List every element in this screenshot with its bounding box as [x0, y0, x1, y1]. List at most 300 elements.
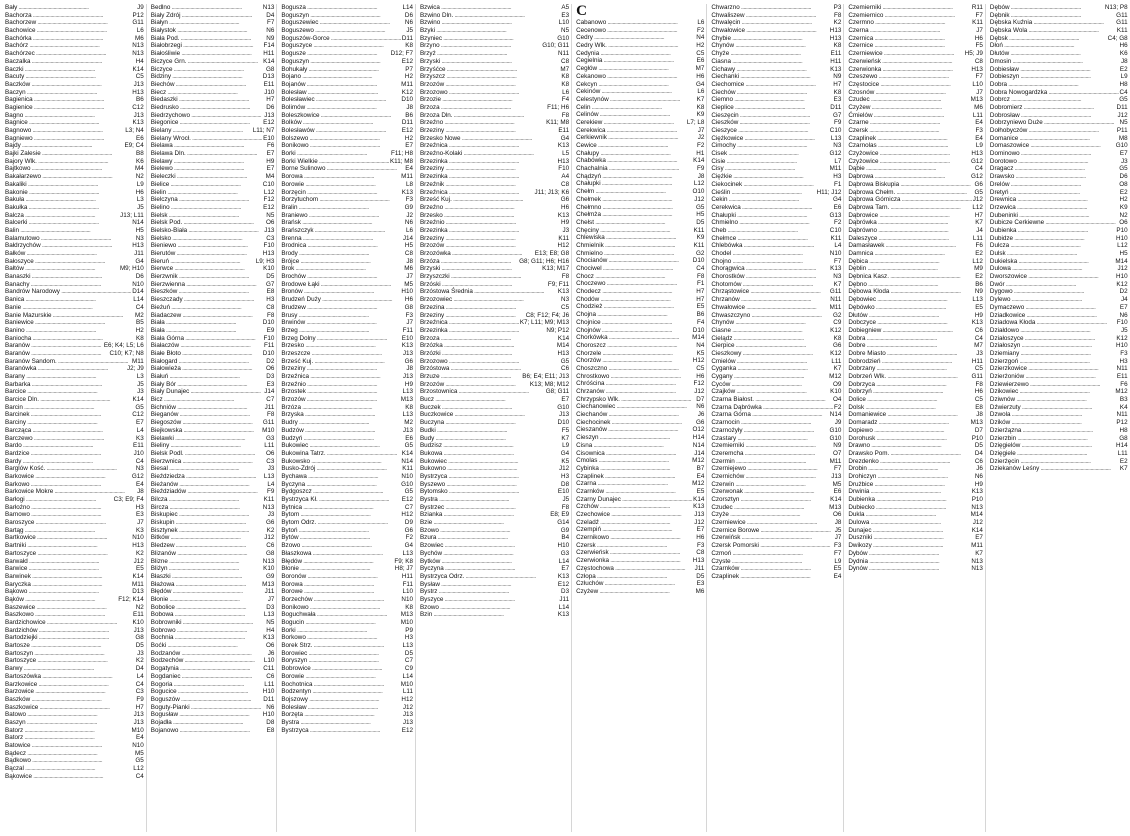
grid-reference: C9: [833, 319, 842, 327]
index-entry: [151, 250, 275, 258]
grid-reference: J14: [402, 234, 413, 242]
index-entry: [848, 473, 983, 481]
index-entry: [151, 265, 275, 273]
grid-reference: K2: [136, 657, 144, 665]
grid-reference: H13: [971, 65, 983, 73]
index-entry: [420, 304, 569, 312]
index-entry: [5, 527, 144, 535]
place-name: Barglów Kość. .....: [5, 465, 135, 473]
grid-reference: E12: [263, 119, 275, 127]
place-name: Barzowice .....: [5, 688, 135, 696]
place-name: Dragacz .....: [990, 165, 1118, 173]
grid-reference: H13: [262, 250, 275, 257]
index-entry: [281, 650, 413, 658]
place-name: Dzierzbin .....: [990, 435, 1118, 443]
index-entry: [990, 235, 1128, 243]
grid-reference: K11: [693, 226, 705, 234]
place-name: Brzyszcz .....: [420, 73, 560, 81]
index-column: [848, 4, 986, 832]
grid-reference: J8: [976, 411, 983, 419]
place-name: Czarna Górna .....: [711, 411, 828, 419]
index-entry: [711, 404, 841, 412]
place-name: Cedynia .....: [576, 50, 695, 58]
grid-reference: K7: [696, 95, 705, 103]
place-name: Czarnków .....: [576, 488, 696, 496]
grid-reference: D11: [401, 119, 413, 127]
place-name: Batowo .....: [5, 711, 133, 719]
grid-reference: G10: [829, 426, 842, 434]
place-name: Bytnica .....: [281, 504, 404, 512]
grid-reference: J5: [562, 496, 570, 503]
place-name: Byczyna .....: [420, 565, 560, 573]
index-entry: [5, 696, 144, 704]
grid-reference: G11: [1116, 19, 1128, 27]
index-entry: [281, 127, 413, 135]
grid-reference: F8: [697, 272, 705, 280]
place-name: Bieganów .....: [151, 411, 266, 419]
grid-reference: P10: [971, 434, 983, 442]
place-name: Dołhobyczów .....: [990, 127, 1116, 135]
index-entry: [420, 335, 569, 343]
place-name: Borowe .....: [281, 588, 401, 596]
index-entry: [151, 473, 275, 481]
index-entry: [848, 212, 983, 220]
index-entry: [151, 19, 275, 27]
grid-reference: G10: [1115, 142, 1128, 150]
index-entry: [151, 335, 275, 343]
place-name: Dybów .....: [848, 550, 974, 558]
grid-reference: G5: [404, 442, 413, 450]
index-entry: [576, 211, 704, 219]
place-name: Chełst .....: [576, 219, 695, 227]
place-name: Bacuty .....: [5, 73, 135, 81]
grid-reference: H6: [404, 296, 413, 304]
grid-reference: N11: [558, 50, 570, 58]
place-name: Bzyniec .....: [420, 35, 556, 43]
place-name: Chwaszczyno .....: [711, 312, 832, 320]
index-entry: [848, 419, 983, 427]
place-name: Dobrzyń .....: [848, 388, 973, 396]
index-entry: [151, 488, 275, 496]
place-name: Dolice .....: [848, 396, 973, 404]
grid-reference: K9: [696, 234, 705, 242]
index-entry: [576, 81, 704, 89]
grid-reference: K8: [561, 73, 570, 81]
index-entry: [281, 12, 413, 20]
index-entry: [281, 527, 413, 535]
grid-reference: L7; L8: [686, 118, 705, 126]
index-entry: [990, 296, 1128, 304]
index-entry: [848, 173, 983, 181]
place-name: Bisztynek .....: [151, 527, 266, 535]
index-entry: [848, 119, 983, 127]
place-name: Cybinka .....: [576, 465, 696, 473]
index-entry: [151, 650, 275, 658]
index-entry: [420, 381, 569, 389]
grid-reference: J5: [137, 203, 144, 211]
place-name: Dobrcz .....: [990, 96, 1118, 104]
place-name: Brenna .....: [281, 235, 401, 243]
index-entry: [990, 304, 1128, 312]
index-entry: [151, 242, 275, 250]
grid-reference: J13: [133, 711, 144, 719]
place-name: Barcice .....: [5, 388, 136, 396]
place-name: Bojanów .....: [281, 81, 400, 89]
place-name: Brójce .....: [281, 258, 405, 266]
place-name: Cisek .....: [711, 150, 828, 158]
grid-reference: M10: [131, 726, 144, 734]
place-name: Drawsko Pom. .....: [848, 450, 973, 458]
grid-reference: G6: [832, 342, 842, 350]
grid-reference: M13: [970, 419, 983, 427]
index-entry: [151, 89, 275, 97]
place-name: Chocz .....: [576, 273, 696, 281]
index-entry: [151, 119, 275, 127]
grid-reference: H14: [692, 434, 705, 442]
place-name: Chrostkowo .....: [576, 373, 695, 381]
grid-reference: H13: [829, 34, 842, 42]
place-name: Banie .....: [5, 304, 135, 312]
grid-reference: K13: [830, 65, 842, 73]
grid-reference: G9: [265, 572, 275, 580]
grid-reference: F2: [834, 219, 842, 227]
index-entry: [151, 350, 275, 358]
grid-reference: J3: [137, 388, 144, 396]
index-entry: [281, 150, 413, 158]
place-name: Brzóski .....: [420, 281, 547, 289]
index-entry: [281, 665, 413, 673]
grid-reference: L13: [263, 611, 275, 619]
place-name: Baroszyce .....: [5, 519, 136, 527]
grid-reference: H4: [266, 626, 275, 634]
index-entry: [990, 142, 1128, 150]
index-entry: [848, 4, 983, 12]
grid-reference: D5: [696, 218, 705, 226]
grid-reference: E7: [1119, 150, 1128, 158]
place-name: Borowa .....: [281, 581, 401, 589]
index-entry: [848, 465, 983, 473]
grid-reference: N10: [829, 250, 842, 257]
grid-reference: D5: [135, 642, 144, 650]
grid-reference: N9: [833, 442, 842, 450]
place-name: Dzierzkowice .....: [990, 365, 1116, 373]
place-name: Borne Sulinowo .....: [281, 165, 404, 173]
grid-reference: F7: [975, 11, 983, 19]
index-entry: [151, 396, 275, 404]
place-name: Barkowo .....: [5, 481, 135, 489]
grid-reference: L13: [402, 549, 413, 557]
grid-reference: H10: [557, 542, 570, 550]
index-entry: [5, 450, 144, 458]
index-entry: [5, 373, 144, 381]
grid-reference: H7: [266, 96, 275, 104]
index-entry: [281, 219, 413, 227]
index-entry: [5, 542, 144, 550]
grid-reference: G7: [265, 280, 275, 288]
grid-reference: H6: [696, 534, 705, 542]
index-entry: [151, 711, 275, 719]
place-name: Baszewice .....: [5, 604, 135, 612]
index-entry: [990, 119, 1128, 127]
place-name: Chrzypsko Wlk. .....: [576, 396, 695, 404]
place-name: Bieszków .....: [151, 288, 266, 296]
index-entry: [281, 688, 413, 696]
place-name: Dziekanów Leśny .....: [990, 465, 1119, 473]
index-entry: [281, 204, 413, 212]
place-name: Dubeninki .....: [990, 212, 1119, 220]
index-entry: [990, 165, 1128, 173]
grid-reference: C5: [561, 303, 570, 311]
place-name: Chorzele .....: [576, 350, 696, 358]
place-name: Dębska Kuźnia .....: [990, 19, 1115, 27]
index-entry: [281, 35, 413, 43]
place-name: Czersk .....: [576, 542, 696, 550]
grid-reference: J2; J9: [126, 365, 144, 373]
index-entry: [151, 135, 275, 143]
place-name: Byszyce .....: [420, 596, 558, 604]
index-entry: [5, 112, 144, 120]
index-entry: [848, 542, 983, 550]
grid-reference: J2: [406, 211, 413, 219]
grid-reference: F8: [834, 11, 842, 19]
index-entry: [711, 173, 841, 181]
index-entry: [576, 280, 704, 288]
index-entry: [576, 288, 704, 296]
place-name: Czarnocin .....: [711, 419, 833, 427]
place-name: Bajdy .....: [5, 142, 123, 150]
place-name: Czechowice .....: [576, 511, 693, 519]
grid-reference: N6: [266, 703, 275, 711]
index-entry: [420, 204, 569, 212]
grid-reference: J9: [834, 419, 842, 427]
index-entry: [151, 27, 275, 35]
grid-reference: B6: [405, 111, 413, 119]
grid-reference: N10: [132, 742, 144, 749]
index-entry: [5, 657, 144, 665]
grid-reference: L11; N7: [252, 127, 275, 134]
grid-reference: H5: [696, 211, 705, 219]
place-name: Dobrzyniewo Duże .....: [990, 119, 1119, 127]
index-entry: [151, 173, 275, 181]
place-name: Czernichów .....: [711, 473, 830, 481]
grid-reference: H6: [1119, 42, 1128, 50]
place-name: Chrzanów .....: [576, 388, 693, 396]
grid-reference: K8: [405, 42, 413, 50]
index-column: [281, 4, 416, 832]
grid-reference: D6: [135, 273, 144, 281]
grid-reference: D4: [135, 665, 144, 673]
place-name: Dębno .....: [848, 281, 974, 289]
grid-reference: H5: [404, 242, 413, 250]
place-name: Dąbrówka .....: [848, 219, 974, 227]
grid-reference: E9: [266, 326, 275, 334]
grid-reference: F4: [561, 96, 570, 104]
grid-reference: E5: [136, 565, 144, 573]
place-name: Cichawy .....: [711, 66, 829, 74]
index-entry: [5, 765, 144, 773]
place-name: Dobre Miasto .....: [848, 350, 975, 358]
index-entry: [990, 104, 1128, 112]
index-entry: [711, 573, 841, 581]
place-name: Budzisz .....: [420, 442, 561, 450]
grid-reference: N3: [135, 234, 144, 242]
place-name: Bucz .....: [420, 396, 560, 404]
index-entry: [711, 373, 841, 381]
grid-reference: N11: [830, 296, 842, 304]
index-entry: [5, 727, 144, 735]
grid-reference: M11: [829, 165, 842, 173]
index-entry: [281, 350, 413, 358]
place-name: Barzkowice .....: [5, 681, 135, 689]
place-name: Bukowina Tatrz. .....: [281, 450, 400, 458]
place-name: Brzyski .....: [420, 265, 541, 273]
grid-reference: E12: [401, 496, 413, 503]
grid-reference: C8: [404, 250, 413, 257]
place-name: Baniocha .....: [5, 335, 135, 343]
index-entry: [420, 596, 569, 604]
place-name: Czermno .....: [848, 19, 971, 27]
index-entry: [151, 496, 275, 504]
grid-reference: D10: [401, 96, 413, 104]
place-name: Daleszyce .....: [848, 235, 972, 243]
grid-reference: G2: [695, 249, 705, 257]
gazetteer-index-page: [5, 3, 1128, 832]
grid-reference: N10: [132, 280, 144, 288]
index-entry: [711, 458, 841, 466]
grid-reference: K13; M17: [542, 265, 570, 273]
grid-reference: F9: [697, 165, 705, 173]
grid-reference: F4: [697, 318, 705, 326]
index-entry: [281, 81, 413, 89]
grid-reference: G8: [265, 65, 275, 73]
index-entry: [990, 358, 1128, 366]
grid-reference: J12: [558, 465, 570, 473]
index-entry: [281, 427, 413, 435]
index-entry: [711, 527, 841, 535]
place-name: Działoszyn .....: [990, 342, 1115, 350]
place-name: Dmosin .....: [990, 58, 1120, 66]
index-entry: [281, 465, 413, 473]
place-name: Brusy .....: [281, 312, 404, 320]
index-entry: [5, 619, 144, 627]
index-entry: [576, 473, 704, 481]
grid-reference: K14: [132, 65, 144, 73]
grid-reference: C8: [561, 57, 570, 65]
place-name: Dzwola .....: [990, 411, 1116, 419]
index-entry: [420, 112, 569, 120]
index-entry: [576, 234, 704, 242]
grid-reference: C3; E9; F4: [113, 496, 144, 503]
index-entry: [848, 511, 983, 519]
place-name: Bieżuń .....: [151, 304, 266, 312]
grid-reference: G8; G11; H6; H16: [519, 257, 570, 265]
grid-reference: E8: [266, 288, 275, 296]
grid-reference: H7: [833, 80, 842, 88]
index-entry: [281, 488, 413, 496]
grid-reference: E11: [558, 127, 570, 134]
grid-reference: R11: [971, 4, 983, 11]
place-name: Bytomsko .....: [420, 488, 557, 496]
place-name: Brzeźnica .....: [420, 142, 557, 150]
grid-reference: K2: [833, 19, 842, 27]
place-name: Bogoria .....: [151, 681, 264, 689]
place-name: Celinów .....: [576, 111, 696, 119]
grid-reference: G8: [404, 303, 413, 311]
place-name: Balcza .....: [5, 212, 119, 220]
index-entry: [576, 204, 704, 212]
place-name: Bartodziejki .....: [5, 634, 134, 642]
index-entry: [5, 181, 144, 189]
grid-reference: L9; H3: [255, 257, 275, 265]
grid-reference: O6: [265, 365, 275, 373]
place-name: Bąków .....: [5, 596, 117, 604]
grid-reference: F3: [405, 196, 413, 204]
index-entry: [576, 327, 704, 335]
index-entry: [151, 4, 275, 12]
index-entry: [576, 96, 704, 104]
index-entry: [848, 427, 983, 435]
index-entry: [281, 458, 413, 466]
index-column: [5, 4, 147, 832]
index-entry: [5, 104, 144, 112]
grid-reference: F2: [834, 403, 842, 411]
index-entry: [151, 681, 275, 689]
index-entry: [848, 242, 983, 250]
grid-reference: C4: [974, 165, 983, 173]
index-entry: [5, 4, 144, 12]
grid-reference: H12: [401, 511, 413, 519]
index-entry: [990, 258, 1128, 266]
index-entry: [711, 12, 841, 20]
place-name: Bogusze .....: [281, 50, 389, 58]
index-entry: [848, 89, 983, 97]
place-name: Dubienka .....: [848, 496, 970, 504]
index-entry: [151, 481, 275, 489]
grid-reference: N3: [833, 273, 842, 281]
place-name: Bartosze .....: [5, 642, 135, 650]
index-entry: [281, 573, 413, 581]
place-name: Bielawa Dln. .....: [151, 150, 266, 158]
place-name: Bychów .....: [420, 550, 560, 558]
index-entry: [576, 357, 704, 365]
grid-reference: N13: [971, 565, 983, 573]
grid-reference: K7: [561, 434, 570, 442]
place-name: Brańszczyk .....: [281, 227, 405, 235]
grid-reference: J3: [562, 226, 570, 234]
index-entry: [711, 58, 841, 66]
place-name: Czchów .....: [576, 503, 692, 511]
place-name: Chojnice .....: [576, 319, 696, 327]
grid-reference: K8: [696, 103, 705, 111]
place-name: Brzozów .....: [281, 396, 399, 404]
place-name: Ciechanowiec .....: [576, 403, 695, 411]
index-entry: [420, 519, 569, 527]
index-entry: [281, 727, 413, 735]
grid-reference: E2: [975, 273, 983, 281]
place-name: Brzezina .....: [420, 304, 560, 312]
place-name: Czudec .....: [848, 96, 969, 104]
grid-reference: L13: [972, 296, 983, 304]
index-entry: [990, 89, 1128, 97]
index-entry: [420, 119, 569, 127]
index-entry: [281, 642, 413, 650]
place-name: Boguchwała .....: [281, 611, 399, 619]
place-name: Baszkowice .....: [5, 704, 135, 712]
grid-reference: K12: [1116, 334, 1128, 342]
index-entry: [5, 19, 144, 27]
place-name: Bogusław .....: [151, 711, 262, 719]
grid-reference: F1: [697, 280, 705, 288]
